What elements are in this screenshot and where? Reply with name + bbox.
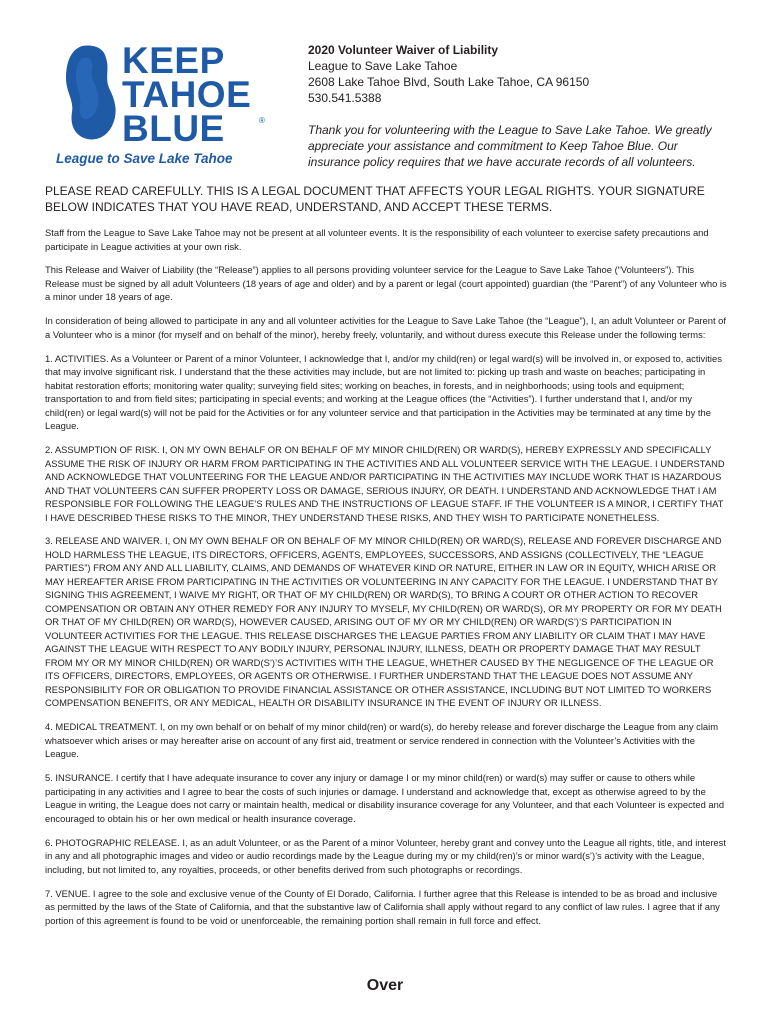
org-phone: 530.541.5388	[308, 91, 382, 105]
document-header	[308, 42, 728, 106]
lake-tahoe-icon	[60, 44, 120, 144]
org-name: League to Save Lake Tahoe	[308, 59, 458, 73]
logo-word-keep: KEEP	[122, 40, 225, 81]
logo-word-tahoe: TAHOE	[122, 74, 252, 115]
registered-mark: ®	[259, 116, 265, 125]
consideration-paragraph: In consideration of being allowed to participate in any and all volunteer activities for the League to Save Lake Tahoe (the “League”), I, an adult Volunteer or Parent of a Volunteer who is a minor (for myself and on behalf of the minor), hereby freely, voluntarily, and without duress execute this Release under the following terms:	[45, 315, 726, 340]
venue-section: 7. VENUE. I agree to the sole and exclusive venue of the County of El Dorado, California. I further agree that this Release is intended to be as broad and inclusive as permitted by the laws of the State of California, and that the substantive law of California shall apply without regard to any conflict of law rules. I agree that if any portion of this agreement is found to be void or unenforceable, the remaining portion shall remain in full force and effect.	[45, 887, 720, 926]
legal-warning: PLEASE READ CAREFULLY. THIS IS A LEGAL DOCUMENT THAT AFFECTS YOUR LEGAL RIGHTS. YOUR SIGNATURE BELOW INDICATES THAT YOU HAVE READ, UNDERSTAND, AND ACCEPT THESE TERMS.	[45, 184, 705, 214]
insurance-section: 5. INSURANCE. I certify that I have adequate insurance to cover any injury or damage I or my minor child(ren) or ward(s) may suffer or cause to others while participating in any activities and I agree to bear the costs of such injuries or damage. I understand and acknowledge that, except as otherwise agreed to by the League in writing, the League does not carry or maintain health, medical or disability insurance coverage for any Volunteer, and that each Volunteer is expected and encouraged to obtain his or her own medical or health insurance coverage.	[45, 772, 725, 824]
activities-section: 1. ACTIVITIES. As a Volunteer or Parent of a minor Volunteer, I acknowledge that I, and/or my child(ren) or legal ward(s) will be involved in, or exposed to, activities that may involve significant risk. I understand that the these activities may include, but are not limited to: picking up trash and waste on beaches; participating in habitat restoration efforts; monitoring water quality; surveying field sites; working on beaches, in forests, and in neighborhoods; using tools and equipment; transportation to and from field sites; participating in special events; and working at the League offices (the “Activities”). I further understand that I, and/or my child(ren) or legal ward(s) will not be paid for the Activities or for any volunteer service and that participation in the Activities may be terminated at any time by the League.	[45, 352, 722, 432]
thank-you-note: Thank you for volunteering with the League to Save Lake Tahoe. We greatly appreciate your assistance and commitment to Keep Tahoe Blue. Our insurance policy requires that we have accurate records of all volunteers.	[308, 123, 712, 169]
assumption-of-risk-section: 2. ASSUMPTION OF RISK. I, ON MY OWN BEHALF OR ON BEHALF OF MY MINOR CHILD(REN) OR WARD(S), HEREBY EXPRESSLY AND SPECIFICALLY ASSUME THE RISK OF INJURY OR HARM FROM PARTICIPATING IN THE ACTIVITIES AND ALL VOLUNTEER SERVICE WITH THE LEAGUE. I UNDERSTAND AND ACKNOWLEDGE THAT VOLUNTEERING FOR THE LEAGUE AND/OR PARTICIPATING IN THE ACTIVITIES MAY INCLUDE WORK THAT IS HAZARDOUS AND THAT VOLUNTEERS CAN SUFFER PROPERTY LOSS OR DAMAGE, SERIOUS INJURY, OR DEATH. I UNDERSTAND AND ACKNOWLEDGE THAT I AM RESPONSIBLE FOR FOLLOWING THE LEAGUE’S RULES AND THE INSTRUCTIONS OF LEAGUE STAFF. IF THE VOLUNTEER IS A MINOR, I CERTIFY THAT I HAVE DESCRIBED THESE RISKS TO THE MINOR, THEY UNDERSTAND THESE RISKS, AND THEY WISH TO PARTICIPATE NONETHELESS.	[45, 444, 725, 523]
release-and-waiver-section: 3. RELEASE AND WAIVER. I, ON MY OWN BEHALF OR ON BEHALF OF MY MINOR CHILD(REN) OR WARD(S), RELEASE AND FOREVER DISCHARGE AND HOLD HARMLESS THE LEAGUE, ITS DIRECTORS, OFFICERS, AGENTS, EMPLOYEES, SUCCESSORS, AND ASSIGNS (COLLECTIVELY, THE “LEAGUE PARTIES”) FROM ANY AND ALL LIABILITY, CLAIMS, AND DEMANDS OF WHATEVER KIND OR NATURE, EITHER IN LAW OR IN EQUITY, WHICH ARISE OR MAY HEREAFTER ARISE FROM PARTICIPATING IN THE ACTIVITIES OR VOLUNTEERING IN ANY CAPACITY FOR THE LEAGUE. I UNDERSTAND THAT BY SIGNING THIS AGREEMENT, I WAIVE MY RIGHT, OR THAT OF MY CHILD(REN) OR WARD(S), TO BRING A COURT OR OTHER ACTION TO RECOVER COMPENSATION OR OBTAIN ANY OTHER REMEDY FOR ANY INJURY TO MYSELF, MY CHILD(REN) OR WARD(S), OR MY PROPERTY OR FOR MY DEATH OR THAT OF MY CHILD(REN) OR WARD(S), HOWEVER CAUSED, ARISING OUT OF MY OR MY CHILD(REN) OR WARD(S’)’S PARTICIPATION IN VOLUNTEER ACTIVITIES FOR THE LEAGUE. THIS RELEASE DISCHARGES THE LEAGUE PARTIES FROM ANY LIABILITY OR CLAIM THAT I MAY HAVE AGAINST THE LEAGUE WITH RESPECT TO ANY BODILY INJURY, PERSONAL INJURY, ILLNESS, DEATH OR PROPERTY DAMAGE THAT MAY RESULT FROM MY OR MY MINOR CHILD(REN) OR WARD(S’)’S ACTIVITIES WITH THE LEAGUE, WHETHER CAUSED BY THE NEGLIGENCE OF THE LEAGUE OR ITS OFFICERS, DIRECTORS, EMPLOYEES, OR AGENTS OR OTHERWISE. I FURTHER UNDERSTAND THAT THE LEAGUE DOES NOT ASSUME ANY RESPONSIBILITY FOR OR OBLIGATION TO PROVIDE FINANCIAL ASSISTANCE OR OTHER ASSISTANCE, INCLUDING BUT NOT LIMITED TO WORKERS COMPENSATION BENEFITS, OR ANY MEDICAL, HEALTH OR DISABILITY INSURANCE IN THE EVENT OF INJURY OR ILLNESS.	[45, 535, 722, 709]
release-intro-paragraph: This Release and Waiver of Liability (the “Release”) applies to all persons providing volunteer service for the League to Save Lake Tahoe (“Volunteers”). This Release must be signed by all adult Volunteers (18 years of age and older) and by a parent or legal (court appointed) guardian (the “Parent”) of any Volunteer who is a minor under 18 years of age.	[45, 264, 727, 303]
medical-treatment-section: 4. MEDICAL TREATMENT. I, on my own behalf or on behalf of my minor child(ren) or ward(s), do hereby release and forever discharge the League from any claim whatsoever which arises or may hereafter arise on account of any first aid, treatment or service rendered in connection with the Volunteer’s Activities with the League.	[45, 721, 719, 760]
org-address: 2608 Lake Tahoe Blvd, South Lake Tahoe, CA 96150	[308, 75, 590, 89]
logo-word-blue: BLUE	[122, 108, 225, 149]
photographic-release-section: 6. PHOTOGRAPHIC RELEASE. I, as an adult Volunteer, or as the Parent of a minor Volunteer, hereby grant and convey unto the League all rights, title, and interest in any and all photographic images and video or audio recordings made by the League during my or my child(ren)’s or minor ward(s’)’s activity with the League, including, but not limited to, any royalties, proceeds, or other benefits derived from such photographs or recordings.	[45, 836, 726, 875]
over-label: Over	[366, 977, 404, 994]
staff-paragraph: Staff from the League to Save Lake Tahoe may not be present at all volunteer events. It is the responsibility of each volunteer to exercise safety precautions and participate in League activities at your own risk.	[45, 227, 709, 252]
keep-tahoe-blue-logo	[50, 38, 265, 168]
waiver-body	[45, 226, 728, 937]
document-title: 2020 Volunteer Waiver of Liability	[308, 43, 499, 57]
logo-tagline: League to Save Lake Tahoe	[56, 151, 233, 166]
